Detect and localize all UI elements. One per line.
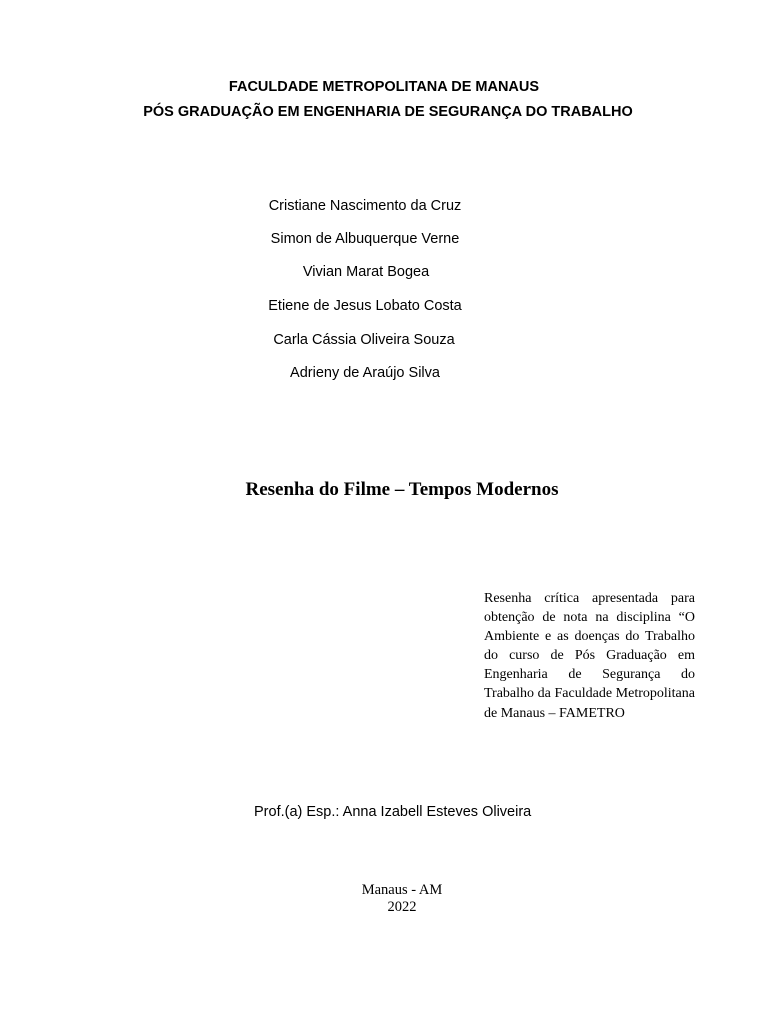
document-title: Resenha do Filme – Tempos Modernos bbox=[245, 479, 559, 500]
footer-year: 2022 bbox=[387, 899, 417, 915]
author-name: Adrieny de Araújo Silva bbox=[290, 365, 440, 381]
author-name: Carla Cássia Oliveira Souza bbox=[273, 332, 455, 348]
footer-city: Manaus - AM bbox=[361, 882, 443, 898]
professor-name: Prof.(a) Esp.: Anna Izabell Esteves Oliveira bbox=[254, 804, 532, 820]
author-name: Etiene de Jesus Lobato Costa bbox=[268, 298, 462, 314]
author-name: Cristiane Nascimento da Cruz bbox=[268, 198, 462, 214]
author-name: Vivian Marat Bogea bbox=[302, 264, 430, 280]
institution-name: FACULDADE METROPOLITANA DE MANAUS bbox=[228, 79, 540, 95]
program-name: PÓS GRADUAÇÃO EM ENGENHARIA DE SEGURANÇA DO TRABALHO bbox=[143, 104, 633, 120]
author-name: Simon de Albuquerque Verne bbox=[270, 231, 460, 247]
abstract-paragraph: Resenha crítica apresentada para obtenção de nota na disciplina “O Ambiente e as doenças do Trabalho do curso de Pós Graduação em Engenharia de Segurança do Trabalho da Faculdade Metropolitana de Manaus – FAMETRO bbox=[484, 591, 695, 721]
